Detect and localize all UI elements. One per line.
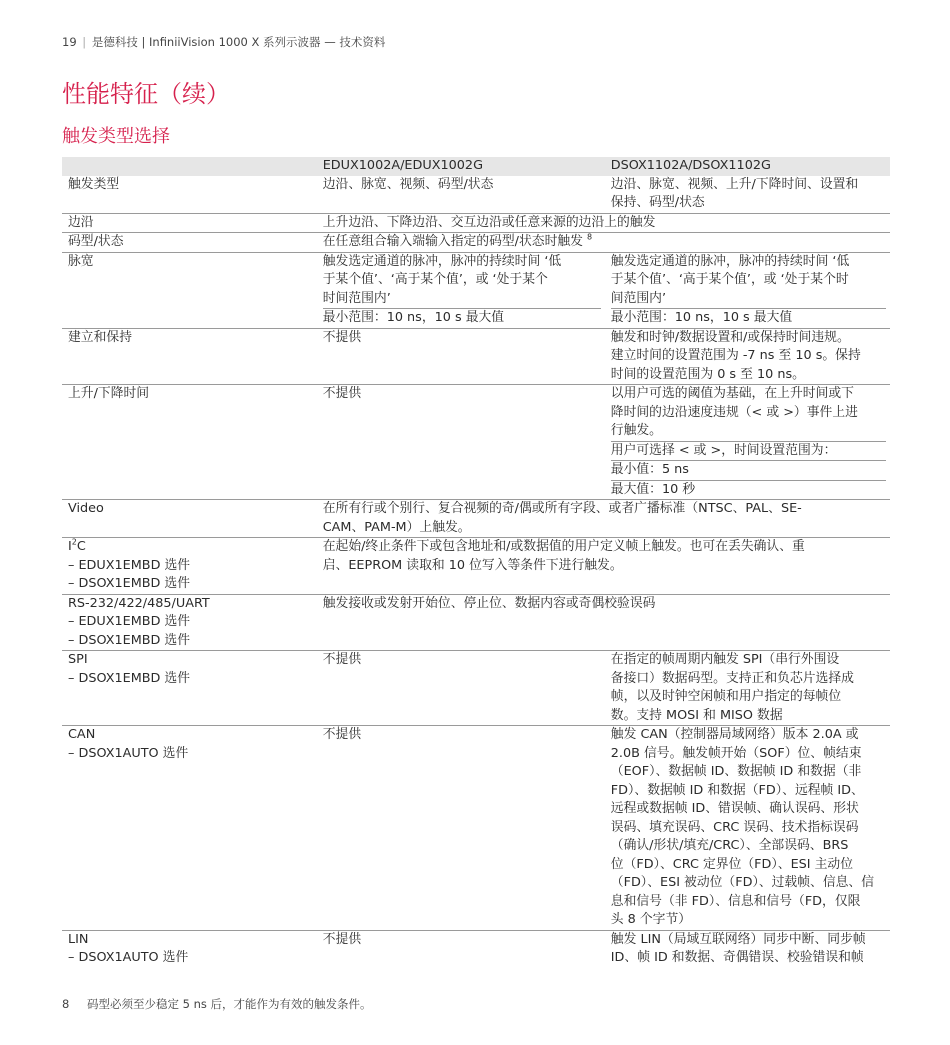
footnote-number: 8 <box>62 997 70 1011</box>
row-label: SPI – DSOX1EMBD 选件 <box>68 652 191 686</box>
footnote-text: 码型必须至少稳定 5 ns 后，才能作为有效的触发条件。 <box>86 997 372 1011</box>
page-title: 性能特征（续） <box>62 80 230 108</box>
footnote <box>62 996 372 1012</box>
table-row <box>62 651 890 726</box>
row-label: CAN – DSOX1AUTO 选件 <box>68 727 189 761</box>
row-label: LIN – DSOX1AUTO 选件 <box>68 931 189 965</box>
row-label: 边沿 <box>68 214 94 230</box>
column-header-dsox: DSOX1102A/DSOX1102G <box>605 157 890 176</box>
table-row <box>62 385 890 500</box>
table-row <box>62 176 890 214</box>
cell-edux: 边沿、脉宽、视频、码型/状态 <box>322 176 494 192</box>
cell-dsox: 触发选定通道的脉冲，脉冲的持续时间 ‘低 于某个值’、‘高于某个值’，或 ‘处于某个时 间范围内’ 最小范围：10 ns，10 s 最大值 <box>605 252 890 328</box>
cell-edux: 不提供 <box>322 931 362 947</box>
cell-dsox: 在指定的帧周期内触发 SPI（串行外围设 备接口）数据码型。支持正和负芯片选择成 帧，以及时钟空闲帧和用户指定的每帧位 数。支持 MOSI 和 MISO 数据 <box>610 652 854 723</box>
cell-edux: 触发选定通道的脉冲，脉冲的持续时间 ‘低 于某个值’、‘高于某个值’，或 ‘处于某个 时间范围内’ 最小范围：10 ns，10 s 最大值 <box>317 252 605 328</box>
header-text: 是德科技 | InfiniiVision 1000 X 系列示波器 — 技术资料 <box>91 35 386 49</box>
cell-both: 在任意组合输入端输入指定的码型/状态时触发 $^8$ <box>322 232 593 249</box>
table-row <box>62 538 890 595</box>
table-row <box>62 930 890 968</box>
row-label: 上升/下降时间 <box>68 386 150 401</box>
cell-edux: 不提供 <box>322 652 362 667</box>
table-row <box>62 213 890 233</box>
page-header: 19 | 是德科技 | InfiniiVision 1000 X 系列示波器 — 技术资料 <box>62 35 386 49</box>
cell-edux: 不提供 <box>322 727 362 742</box>
cell-both: 在所有行或个别行、复合视频的奇/偶或所有字段、或者广播标准（NTSC、PAL、SE- CAM、PAM-M）上触发。 <box>322 501 802 535</box>
table-row <box>62 328 890 385</box>
cell-dsox: 以用户可选的阈值为基础，在上升时间或下 降时间的边沿速度违规（< 或 >）事件上进 行触发。 用户可选择 < 或 >，时间设置范围为： 最小值：5 ns 最大值：10 秒 <box>605 385 890 500</box>
cell-dsox: 触发 CAN（控制器局域网络）版本 2.0A 或 2.0B 信号。触发帧开始（SOF）位、帧结束 （EOF）、数据帧 ID、数据帧 ID 和数据（非 FD）、数据帧 ID 和数据（FD）、远程帧 ID、 远程或数据帧 ID、错误帧、确认误码、形状 误码、填充误码、CRC 误码、技术指标误码 （确认/形状/填充/CRC）、全部误码、BRS 位（FD）、CRC 定界位（FD）、ESI 主动位 （FD）、ESI 被动位（FD）、过载帧、信息、信 息和信号（非 FD）、信息和信号（FD，仅限 头 8 个字节） <box>610 727 875 927</box>
row-label: $I^2C$ – EDUX1EMBD 选件 – DSOX1EMBD 选件 <box>68 537 191 591</box>
section-title: 触发类型选择 <box>62 126 170 147</box>
row-label: 码型/状态 <box>68 234 124 249</box>
cell-dsox: 边沿、脉宽、视频、上升/下降时间、设置和 保持、码型/状态 <box>610 176 859 210</box>
column-header-edux: EDUX1002A/EDUX1002G <box>317 157 605 176</box>
column-header-feature <box>62 157 317 176</box>
cell-edux: 不提供 <box>322 386 362 401</box>
row-label: 脉宽 <box>68 253 94 269</box>
table-row <box>62 726 890 931</box>
cell-both: 在起始/终止条件下或包含地址和/或数据值的用户定义帧上触发。也可在丢失确认、重 启、EEPROM 读取和 10 位写入等条件下进行触发。 <box>322 539 805 573</box>
cell-both: 上升边沿、下降边沿、交互边沿或任意来源的边沿上的触发 <box>322 214 656 230</box>
trigger-spec-table <box>62 157 890 968</box>
table-row <box>62 233 890 253</box>
table-row <box>62 594 890 651</box>
page-number: 19 <box>62 35 77 49</box>
row-label: Video <box>68 501 104 516</box>
table-row <box>62 252 890 328</box>
table-row <box>62 500 890 538</box>
table-header-row <box>62 157 890 176</box>
cell-dsox: 触发 LIN（局域互联网络）同步中断、同步帧 ID、帧 ID 和数据、奇偶错误、校验错误和帧 <box>610 931 866 965</box>
cell-edux: 不提供 <box>322 329 362 345</box>
row-label: 建立和保持 <box>68 329 132 345</box>
row-label: RS-232/422/485/UART – EDUX1EMBD 选件 – DSOX1EMBD 选件 <box>68 595 210 648</box>
cell-dsox: 触发和时钟/数据设置和/或保持时间违规。 建立时间的设置范围为 -7 ns 至 10 s。保持 时间的设置范围为 0 s 至 10 ns。 <box>610 329 861 382</box>
footnote-marker: 8 <box>587 232 593 242</box>
row-label: 触发类型 <box>68 176 120 192</box>
cell-both: 触发接收或发射开始位、停止位、数据内容或奇偶校验误码 <box>322 595 656 611</box>
